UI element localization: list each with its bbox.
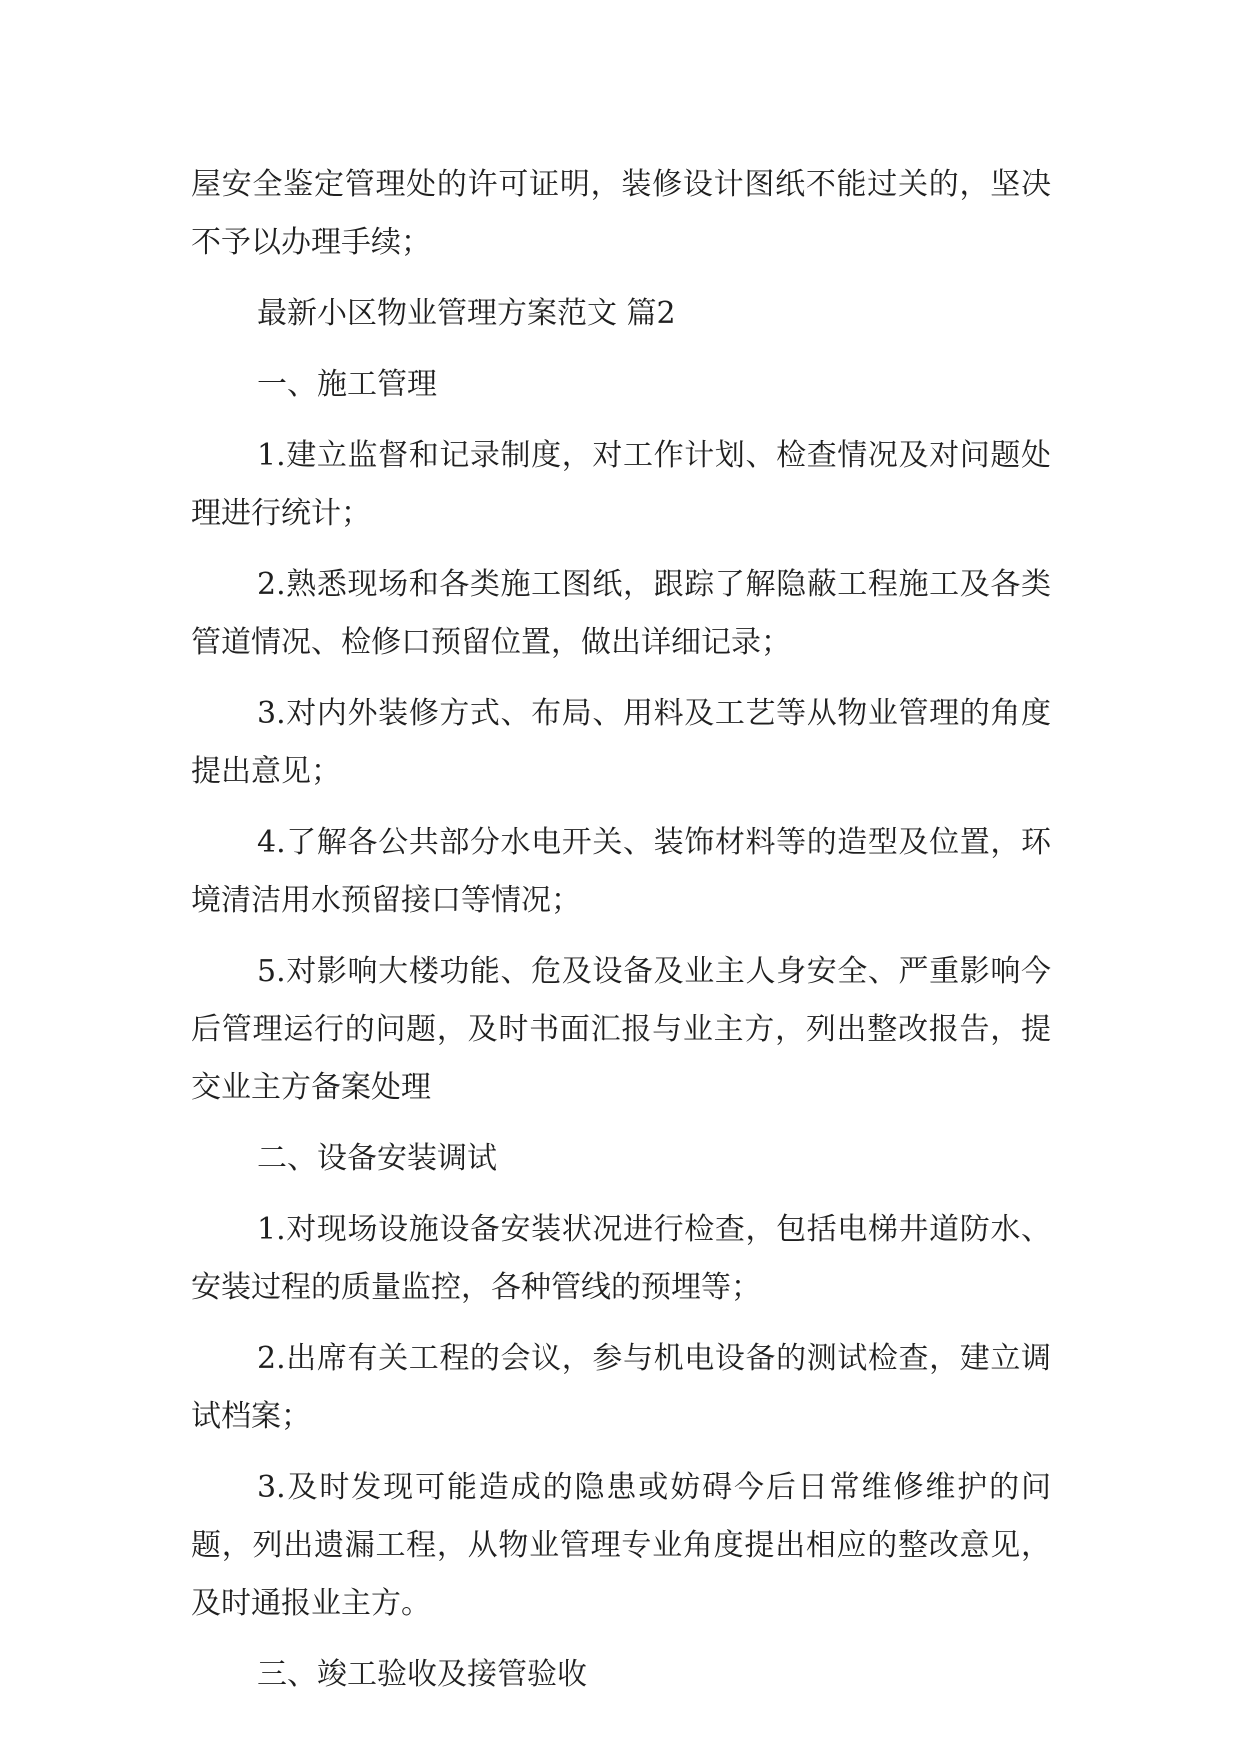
paragraph-continuation: 屋安全鉴定管理处的许可证明，装修设计图纸不能过关的，坚决不予以办理手续； bbox=[191, 167, 1051, 260]
heading-construction-management: 一、施工管理 bbox=[257, 367, 437, 402]
document-body bbox=[191, 156, 1051, 1717]
list-item: 3.对内外装修方式、布局、用料及工艺等从物业管理的角度提出意见； bbox=[191, 696, 1051, 789]
list-item: 2.熟悉现场和各类施工图纸，跟踪了解隐蔽工程施工及各类管道情况、检修口预留位置，做出详细记录； bbox=[191, 567, 1051, 660]
heading-completion-acceptance: 三、竣工验收及接管验收 bbox=[257, 1657, 587, 1692]
section-title: 最新小区物业管理方案范文 篇2 bbox=[257, 296, 676, 331]
list-item: 4.了解各公共部分水电开关、装饰材料等的造型及位置，环境清洁用水预留接口等情况； bbox=[191, 825, 1051, 918]
list-item: 2.出席有关工程的会议，参与机电设备的测试检查，建立调试档案； bbox=[191, 1341, 1051, 1434]
list-item: 1.对现场设施设备安装状况进行检查，包括电梯井道防水、安装过程的质量监控，各种管线的预埋等； bbox=[191, 1212, 1051, 1305]
list-item: 1.建立监督和记录制度，对工作计划、检查情况及对问题处理进行统计； bbox=[191, 438, 1051, 531]
list-item: 3.及时发现可能造成的隐患或妨碍今后日常维修维护的问题，列出遗漏工程，从物业管理专业角度提出相应的整改意见，及时通报业主方。 bbox=[191, 1470, 1051, 1621]
list-item: 5.对影响大楼功能、危及设备及业主人身安全、严重影响今后管理运行的问题，及时书面汇报与业主方，列出整改报告，提交业主方备案处理 bbox=[191, 954, 1051, 1105]
heading-equipment-installation: 二、设备安装调试 bbox=[257, 1141, 497, 1176]
